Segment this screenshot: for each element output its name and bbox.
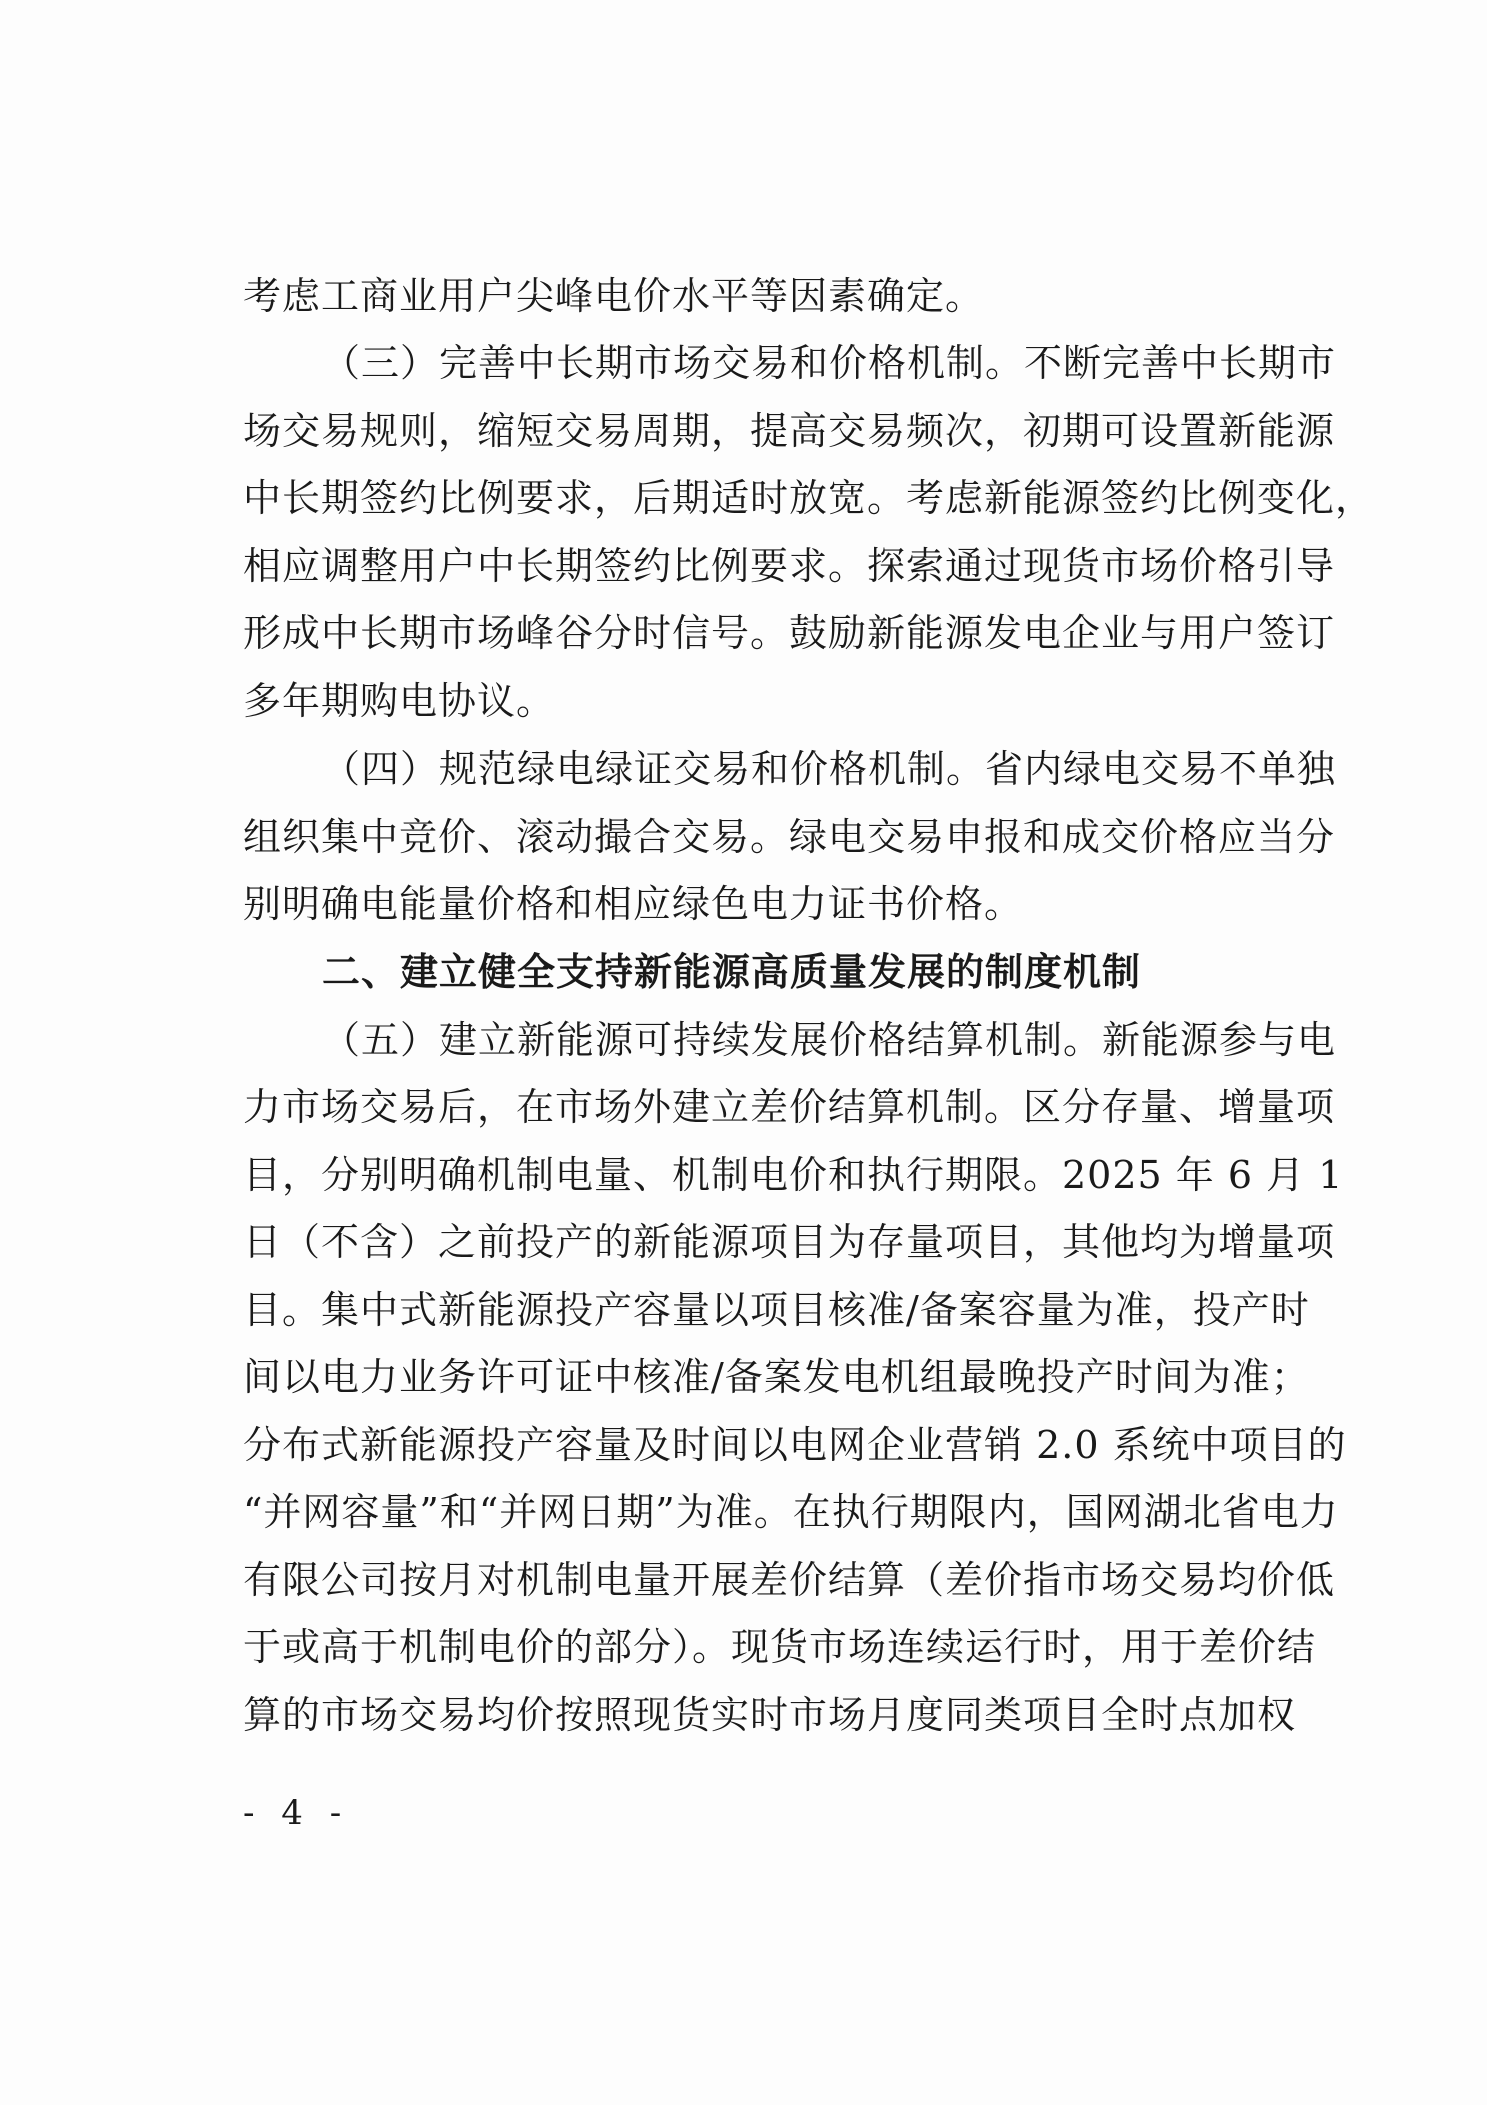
text-line: （五）建立新能源可持续发展价格结算机制。新能源参与电 bbox=[322, 1018, 1337, 1062]
text-line: 考虑工商业用户尖峰电价水平等因素确定。 bbox=[243, 274, 985, 318]
text-line: 场交易规则，缩短交易周期，提高交易频次，初期可设置新能源 bbox=[243, 409, 1336, 453]
text-line: （四）规范绿电绿证交易和价格机制。省内绿电交易不单独 bbox=[322, 747, 1337, 791]
text-line: 间以电力业务许可证中核准/备案发电机组最晚投产时间为准； bbox=[243, 1355, 1310, 1399]
text-line: 相应调整用户中长期签约比例要求。探索通过现货市场价格引导 bbox=[243, 544, 1336, 588]
text-line: 组织集中竞价、滚动撮合交易。绿电交易申报和成交价格应当分 bbox=[243, 815, 1336, 859]
text-line: 中长期签约比例要求，后期适时放宽。考虑新能源签约比例变化， bbox=[243, 476, 1375, 520]
text-line: 目。集中式新能源投产容量以项目核准/备案容量为准，投产时 bbox=[243, 1288, 1310, 1332]
text-line: 分布式新能源投产容量及时间以电网企业营销 2.0 系统中项目的 bbox=[243, 1423, 1347, 1467]
text-line: 别明确电能量价格和相应绿色电力证书价格。 bbox=[243, 882, 1024, 926]
text-line: 算的市场交易均价按照现货实时市场月度同类项目全时点加权 bbox=[243, 1693, 1297, 1737]
text-line: 目，分别明确机制电量、机制电价和执行期限。2025 年 6 月 1 bbox=[243, 1153, 1344, 1197]
section-heading: 二、建立健全支持新能源高质量发展的制度机制 bbox=[322, 950, 1142, 994]
text-line: 形成中长期市场峰谷分时信号。鼓励新能源发电企业与用户签订 bbox=[243, 611, 1336, 655]
page-number: - 4 - bbox=[243, 1793, 350, 1833]
text-line: “并网容量”和“并网日期”为准。在执行期限内，国网湖北省电力 bbox=[243, 1490, 1339, 1534]
text-line: 日（不含）之前投产的新能源项目为存量项目，其他均为增量项 bbox=[243, 1220, 1336, 1264]
text-line: 于或高于机制电价的部分）。现货市场连续运行时，用于差价结 bbox=[243, 1625, 1317, 1669]
text-line: 有限公司按月对机制电量开展差价结算（差价指市场交易均价低 bbox=[243, 1558, 1336, 1602]
text-line: （三）完善中长期市场交易和价格机制。不断完善中长期市 bbox=[322, 341, 1337, 385]
text-line: 多年期购电协议。 bbox=[243, 679, 556, 723]
text-line: 力市场交易后，在市场外建立差价结算机制。区分存量、增量项 bbox=[243, 1085, 1336, 1129]
